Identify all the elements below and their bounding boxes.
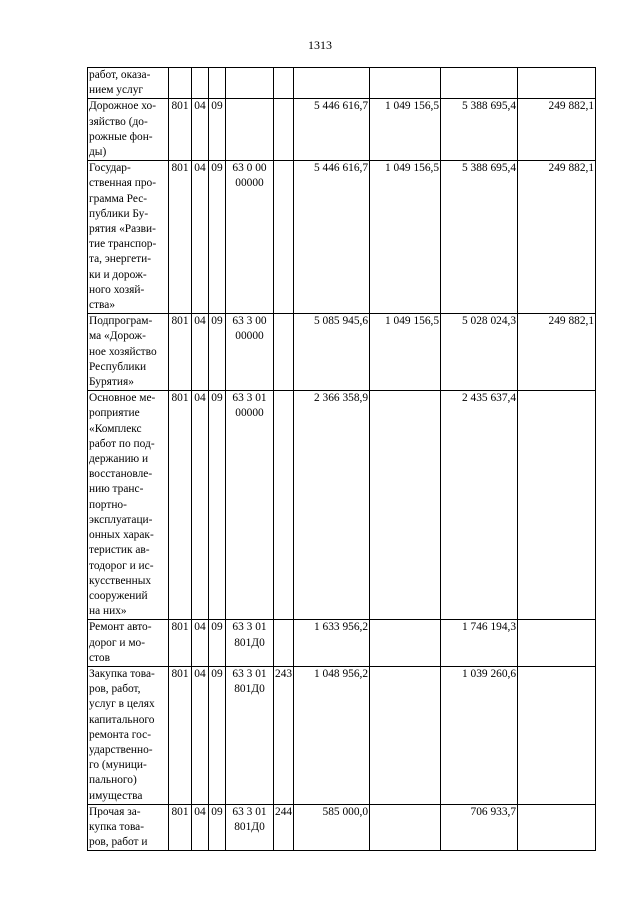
table-row [88, 804, 596, 851]
row-amount-4: 249 882,1 [518, 314, 596, 391]
table-row [88, 68, 596, 99]
table-row [88, 314, 596, 391]
row-expense-type-code [274, 314, 294, 391]
row-grbs-code: 801 [169, 161, 192, 314]
row-amount-3: 5 028 024,3 [441, 314, 518, 391]
row-target-article-code: 63 3 01 00000 [226, 391, 274, 620]
row-amount-2 [370, 620, 441, 667]
row-amount-1: 2 366 358,9 [294, 391, 370, 620]
row-target-article-code: 63 3 00 00000 [226, 314, 274, 391]
row-name: Подпрограм- ма «Дорож- ное хозяйство Республики Бурятия» [88, 314, 169, 391]
row-expense-type-code [274, 161, 294, 314]
row-amount-3: 5 388 695,4 [441, 161, 518, 314]
budget-table [87, 67, 596, 851]
row-amount-1: 1 048 956,2 [294, 666, 370, 804]
row-name: Ремонт авто- дорог и мо- стов [88, 620, 169, 667]
row-expense-type-code: 243 [274, 666, 294, 804]
row-amount-2 [370, 391, 441, 620]
row-amount-1: 5 446 616,7 [294, 161, 370, 314]
row-grbs-code: 801 [169, 666, 192, 804]
row-amount-4 [518, 804, 596, 851]
row-grbs-code: 801 [169, 314, 192, 391]
row-amount-1: 585 000,0 [294, 804, 370, 851]
table-row [88, 391, 596, 620]
table-row [88, 161, 596, 314]
row-subsection-code: 09 [209, 161, 226, 314]
page-number: 1313 [308, 38, 332, 52]
row-amount-2 [370, 666, 441, 804]
row-name: работ, оказа- нием услуг [88, 68, 169, 99]
row-amount-3: 5 388 695,4 [441, 99, 518, 161]
row-section-code: 04 [192, 161, 209, 314]
row-target-article-code: 63 3 01 801Д0 [226, 804, 274, 851]
row-grbs-code: 801 [169, 804, 192, 851]
row-amount-2 [370, 68, 441, 99]
row-target-article-code: 63 3 01 801Д0 [226, 666, 274, 804]
row-section-code: 04 [192, 620, 209, 667]
row-amount-4 [518, 391, 596, 620]
row-target-article-code [226, 99, 274, 161]
row-expense-type-code: 244 [274, 804, 294, 851]
row-target-article-code: 63 0 00 00000 [226, 161, 274, 314]
row-amount-3: 1 746 194,3 [441, 620, 518, 667]
row-grbs-code: 801 [169, 620, 192, 667]
row-grbs-code: 801 [169, 391, 192, 620]
row-target-article-code [226, 68, 274, 99]
row-name: Прочая за- купка това- ров, работ и [88, 804, 169, 851]
row-amount-2: 1 049 156,5 [370, 161, 441, 314]
row-amount-3: 1 039 260,6 [441, 666, 518, 804]
row-section-code: 04 [192, 804, 209, 851]
row-expense-type-code [274, 620, 294, 667]
row-name: Основное ме- роприятие «Комплекс работ по под- держанию и восстановле- нию транс- портно- эксплуатаци- онных харак- теристик ав- тодорог и ис- кусственных сооружений на них» [88, 391, 169, 620]
row-subsection-code: 09 [209, 804, 226, 851]
row-amount-4 [518, 666, 596, 804]
row-amount-4: 249 882,1 [518, 161, 596, 314]
row-amount-3: 706 933,7 [441, 804, 518, 851]
row-amount-1: 1 633 956,2 [294, 620, 370, 667]
row-amount-1 [294, 68, 370, 99]
row-section-code: 04 [192, 666, 209, 804]
row-grbs-code: 801 [169, 99, 192, 161]
table-row [88, 620, 596, 667]
row-subsection-code: 09 [209, 314, 226, 391]
row-subsection-code: 09 [209, 620, 226, 667]
row-amount-2: 1 049 156,5 [370, 314, 441, 391]
row-amount-3 [441, 68, 518, 99]
row-name: Дорожное хо- зяйство (до- рожные фон- ды) [88, 99, 169, 161]
row-amount-4 [518, 620, 596, 667]
row-section-code: 04 [192, 99, 209, 161]
row-expense-type-code [274, 391, 294, 620]
row-subsection-code: 09 [209, 99, 226, 161]
row-expense-type-code [274, 99, 294, 161]
row-amount-2: 1 049 156,5 [370, 99, 441, 161]
row-subsection-code: 09 [209, 391, 226, 620]
row-section-code: 04 [192, 314, 209, 391]
row-section-code [192, 68, 209, 99]
row-section-code: 04 [192, 391, 209, 620]
row-amount-4 [518, 68, 596, 99]
row-subsection-code [209, 68, 226, 99]
row-target-article-code: 63 3 01 801Д0 [226, 620, 274, 667]
row-name: Государ- ственная про- грамма Рес- публики Бу- рятия «Разви- тие транспор- та, энергети- ки и дорож- ного хозяй- ства» [88, 161, 169, 314]
row-expense-type-code [274, 68, 294, 99]
row-subsection-code: 09 [209, 666, 226, 804]
table-row [88, 666, 596, 804]
row-name: Закупка това- ров, работ, услуг в целях капитального ремонта гос- ударственно- го (муници- пального) имущества [88, 666, 169, 804]
row-amount-1: 5 085 945,6 [294, 314, 370, 391]
table-body [88, 68, 596, 851]
row-amount-4: 249 882,1 [518, 99, 596, 161]
row-grbs-code [169, 68, 192, 99]
row-amount-1: 5 446 616,7 [294, 99, 370, 161]
row-amount-3: 2 435 637,4 [441, 391, 518, 620]
table-row [88, 99, 596, 161]
row-amount-2 [370, 804, 441, 851]
